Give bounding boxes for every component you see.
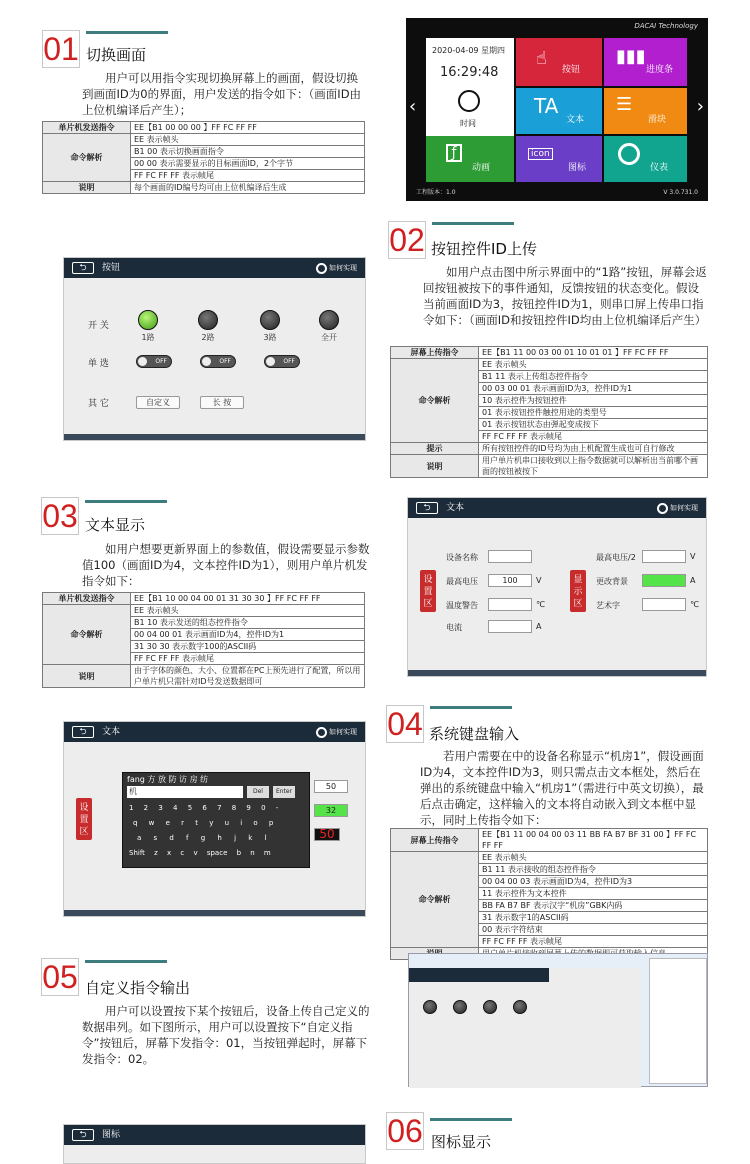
property-panel [649,958,707,1084]
icon-icon: icon [528,148,553,160]
panel-title: 图标 [102,1130,121,1140]
howto-link[interactable] [657,498,698,518]
settings-zone: 设置区 [76,798,92,840]
home-screen [406,18,708,201]
key-row[interactable]: q w e r t y u i o p [133,819,274,827]
keyboard-input[interactable]: 机 [127,786,243,798]
key-row[interactable]: a s d f g h j k l [137,834,267,842]
panel-header [64,258,365,278]
table-header-cell: 单片机发送指令 [43,122,131,134]
panel-footer [64,434,365,440]
table-cell: 01 表示按钮控件触控用途的类型号 [479,407,708,419]
nav-right-arrow[interactable]: › [696,96,704,117]
button-panel [63,257,366,441]
table-cell: 11 表示控件为文本控件 [479,888,708,900]
section-number: 04 [387,706,423,742]
table-cell: B1 00 表示切换画面指令 [131,146,365,158]
tile-label: 图标 [568,163,587,173]
long-press-button[interactable]: 长 按 [200,396,244,409]
section-bar [86,31,168,34]
table-row [43,593,365,605]
command-table [390,346,708,478]
table-header-cell: 单片机发送指令 [43,593,131,605]
key-row[interactable]: 1 2 3 4 5 6 7 8 9 0 - [129,804,279,812]
section-title: 自定义指令输出 [85,979,191,997]
section-paragraph: 用户可以设置按下某个按钮后，设备上传自己定义的数据串列。如下图所示，用户可以设置按下“自定义指令”按钮后，屏幕下发指令：01，当按钮弹起时，屏幕下发指令：02。 [82,1004,370,1066]
table-row [391,443,708,455]
route-2-button[interactable] [198,310,218,330]
text-icon: TA [534,94,559,118]
howto-label: 如何实现 [329,264,357,272]
route-1-button[interactable] [138,310,158,330]
clock-tile [426,38,514,152]
tile-gauge[interactable] [604,136,687,182]
table-cell: 每个画面的ID编号均可由上位机编译后生成 [131,182,365,194]
tile-button[interactable] [516,38,602,86]
temp-warning-input[interactable] [488,598,532,611]
table-cell: 00 04 00 03 表示画面ID为4，控件ID为3 [479,876,708,888]
button-label: 3路 [263,333,277,342]
unit-label: V [690,552,696,561]
radio-toggle[interactable]: OFF [200,355,236,368]
table-cell: B1 10 表示发送的组态控件指令 [131,617,365,629]
route-1-button [423,1000,437,1014]
radio-toggle[interactable]: OFF [264,355,300,368]
table-header-cell: 说明 [391,455,479,478]
max-voltage-input[interactable]: 100 [488,574,532,587]
panel-footer [408,670,706,676]
table-cell: B1 11 表示上传组态控件指令 [479,371,708,383]
section-bar [432,222,514,225]
table-cell: 由于字体的颜色、大小、位置都在PC上预先进行了配置，所以用户单片机只需针对ID号发送数据即可 [131,665,365,688]
command-table [42,592,365,688]
custom-button[interactable]: 自定义 [136,396,180,409]
section-paragraph: 如用户点击图中所示界面中的“1路”按钮，屏幕会返回按钮被按下的事件通知，反馈按钮的状态变化。假设当前画面ID为3，按钮控件ID为1，则串口屏上传串口指令如下：（画面ID和按钮控件ID均由上位机编译后产生） [423,265,707,327]
table-cell: FF FC FF FF 表示帧尾 [131,653,365,665]
editor-header [409,968,549,982]
tile-label: 仪表 [650,163,669,173]
table-cell: EE 表示帧头 [479,359,708,371]
section-title: 按钮控件ID上传 [431,240,537,258]
section-bar [85,500,167,503]
unit-label: V [536,576,542,585]
eye-icon [316,263,327,274]
section-number: 05 [42,959,78,995]
row-label-switch: 开 关 [88,321,109,331]
table-row [391,359,708,371]
device-name-input[interactable] [488,550,532,563]
table-cell: EE 表示帧头 [479,852,708,864]
table-cell: 31 表示数字1的ASCII码 [479,912,708,924]
field-label: 更改背景 [596,577,628,586]
settings-zone: 设置区 [420,570,436,612]
table-cell: 00 表示字符结束 [479,924,708,936]
field-label: 设备名称 [446,553,478,562]
version-right: V 3.0.731.0 [663,189,698,196]
panel-header [64,722,365,742]
table-cell: EE【B1 00 00 00 】FF FC FF FF [131,122,365,134]
section-number: 02 [389,222,425,258]
route-3-button[interactable] [260,310,280,330]
key-row[interactable]: Shift z x c v space b n m [129,849,271,857]
enter-key[interactable]: Enter [273,786,295,798]
section-paragraph: 若用户需要在中的设备名称显示“机房1”，假设画面ID为4，文本控件ID为3，则只需点击文本框处，然后在弹出的系统键盘中输入“机房1”（需进行中英文切换），最后点击确定，这样输入的文本将自动嵌入到文本框中显示，同时上传指令如下： [420,749,704,827]
tile-animation[interactable] [426,136,514,182]
panel-title: 按钮 [102,263,121,273]
button-label: 2路 [201,333,215,342]
field-label: 最高电压/2 [596,553,636,562]
tile-slider[interactable] [604,88,687,134]
table-header-cell: 屏幕上传指令 [391,347,479,359]
date-text: 2020-04-09 星期四 [432,46,506,55]
table-row [43,665,365,688]
section-paragraph: 用户可以用指令实现切换屏幕上的画面，假设切换到画面ID为0的界面，用户发送的指令如下：（画面ID由上位机编译后产生）； [82,71,362,117]
time-label: 时间 [460,119,476,128]
editor-screenshot [408,953,708,1087]
table-cell: EE 表示帧头 [131,134,365,146]
table-header-cell: 命令解析 [43,134,131,182]
tile-icon[interactable] [516,136,602,182]
table-cell: EE 表示帧头 [131,605,365,617]
tile-label: 按钮 [562,65,581,75]
editor-canvas [409,968,641,1088]
half-voltage-display [642,550,686,563]
panel-title: 文本 [102,727,121,737]
table-cell: FF FC FF FF 表示帧尾 [479,431,708,443]
version-left: 工程版本：1.0 [416,189,456,196]
table-cell: BB FA B7 BF 表示汉字“机房”GBK内码 [479,900,708,912]
field-label: 温度警告 [446,601,478,610]
table-cell: 10 表示控件为按钮控件 [479,395,708,407]
unit-label: ℃ [690,600,699,609]
keyboard-panel [63,721,366,917]
table-row [391,852,708,864]
table-cell: EE【B1 11 00 04 00 03 11 BB FA B7 BF 31 00 】FF FC FF FF [479,829,708,852]
table-row [43,182,365,194]
table-cell: FF FC FF FF 表示帧尾 [479,936,708,948]
eye-icon [316,727,327,738]
section-number: 01 [43,31,79,67]
table-row [391,829,708,852]
tile-label: 文本 [566,115,585,125]
time-text: 16:29:48 [440,65,499,80]
section-bar [85,960,167,963]
delete-key[interactable]: Del [247,786,269,798]
howto-link[interactable] [316,722,357,742]
section-number: 03 [42,498,78,534]
value-box: 50 [314,780,348,793]
field-label: 最高电压 [446,577,478,586]
field-label: 艺术字 [596,601,620,610]
section-number: 06 [387,1113,423,1149]
display-zone: 显示区 [570,570,586,612]
radio-toggle[interactable]: OFF [136,355,172,368]
table-cell: 所有按钮控件的ID号均为由上机配置生成也可自行修改 [479,443,708,455]
table-header-cell: 命令解析 [391,852,479,948]
table-cell: 00 04 00 01 表示画面ID为4，控件ID为1 [131,629,365,641]
table-cell: B1 11 表示接收的组态控件指令 [479,864,708,876]
field-label: 电流 [446,623,462,632]
table-cell: 用户单片机串口接收到以上指令数据就可以解析出当前哪个画面的按钮被按下 [479,455,708,478]
section-title: 系统键盘输入 [429,725,520,743]
back-icon[interactable]: ⮌ [72,726,94,738]
howto-label: 如何实现 [670,504,698,512]
howto-link[interactable] [316,258,357,278]
unit-label: A [690,576,696,585]
tile-progress[interactable] [604,38,687,86]
unit-label: ℃ [536,600,545,609]
table-cell: 00 03 00 01 表示画面ID为3，控件ID为1 [479,383,708,395]
button-label: 全开 [321,333,337,342]
table-header-cell: 屏幕上传指令 [391,829,479,852]
background-display [642,574,686,587]
table-cell: 01 表示按钮状态由弹起变成按下 [479,419,708,431]
value-box: 32 [314,804,348,817]
row-label-other: 其 它 [88,399,109,409]
table-header-cell: 说明 [43,665,131,688]
table-row [43,122,365,134]
command-table [42,121,365,194]
bars-icon: ▮▮▮ [616,46,646,67]
section-title: 文本显示 [85,516,146,534]
section-title: 图标显示 [431,1133,492,1151]
table-cell: EE【B1 11 00 03 00 01 10 01 01 】FF FC FF FF [479,347,708,359]
tile-label: 进度条 [646,65,674,75]
panel-header [64,1125,365,1145]
section-bar [430,706,512,709]
art-text-display [642,598,686,611]
route-3-button [483,1000,497,1014]
table-row [43,605,365,617]
brand-label: DACAI Technology [634,22,698,30]
hand-icon: ☝ [536,48,547,69]
gauge-icon [618,143,640,165]
all-on-button [513,1000,527,1014]
howto-label: 如何实现 [329,728,357,736]
slider-icon: ☰ [616,94,633,115]
table-cell: FF FC FF FF 表示帧尾 [131,170,365,182]
candidate-bar[interactable]: fang 方 放 防 访 房 纺 [127,775,209,784]
panel-footer [64,910,365,916]
table-cell: EE【B1 10 00 04 00 01 31 30 30 】FF FC FF FF [131,593,365,605]
table-header-cell: 命令解析 [43,605,131,665]
current-input[interactable] [488,620,532,633]
row-label-single: 单 选 [88,359,109,369]
tile-label: 滑块 [648,115,667,125]
back-icon[interactable]: ⮌ [72,1129,94,1141]
tile-text[interactable] [516,88,602,134]
unit-label: A [536,622,542,631]
back-icon[interactable]: ⮌ [416,502,438,514]
section-paragraph: 如用户想要更新界面上的参数值，假设需要显示参数值100（画面ID为4，文本控件ID为1），则用户单片机发指令如下： [82,542,370,588]
icon-panel [63,1124,366,1164]
route-2-button [453,1000,467,1014]
tile-label: 动画 [472,163,491,173]
table-cell: 31 30 30 表示数字100的ASCII码 [131,641,365,653]
table-row [391,455,708,478]
section-bar [430,1118,512,1121]
table-header-cell: 说明 [43,182,131,194]
back-icon[interactable]: ⮌ [72,262,94,274]
animation-icon: ƒ [446,144,462,162]
all-on-button[interactable] [319,310,339,330]
table-header-cell: 命令解析 [391,359,479,443]
value-box: 50 [314,828,340,841]
panel-title: 文本 [446,503,465,513]
table-row [43,134,365,146]
system-keyboard[interactable] [122,772,310,868]
nav-left-arrow[interactable]: ‹ [409,96,417,117]
panel-header [408,498,706,518]
table-row [391,347,708,359]
clock-icon [458,90,480,112]
table-header-cell: 提示 [391,443,479,455]
command-table [390,828,708,960]
button-label: 1路 [141,333,155,342]
eye-icon [657,503,668,514]
table-cell: 00 00 表示需要显示的目标画面ID，2个字节 [131,158,365,170]
text-panel [407,497,707,677]
section-title: 切换画面 [86,46,147,64]
